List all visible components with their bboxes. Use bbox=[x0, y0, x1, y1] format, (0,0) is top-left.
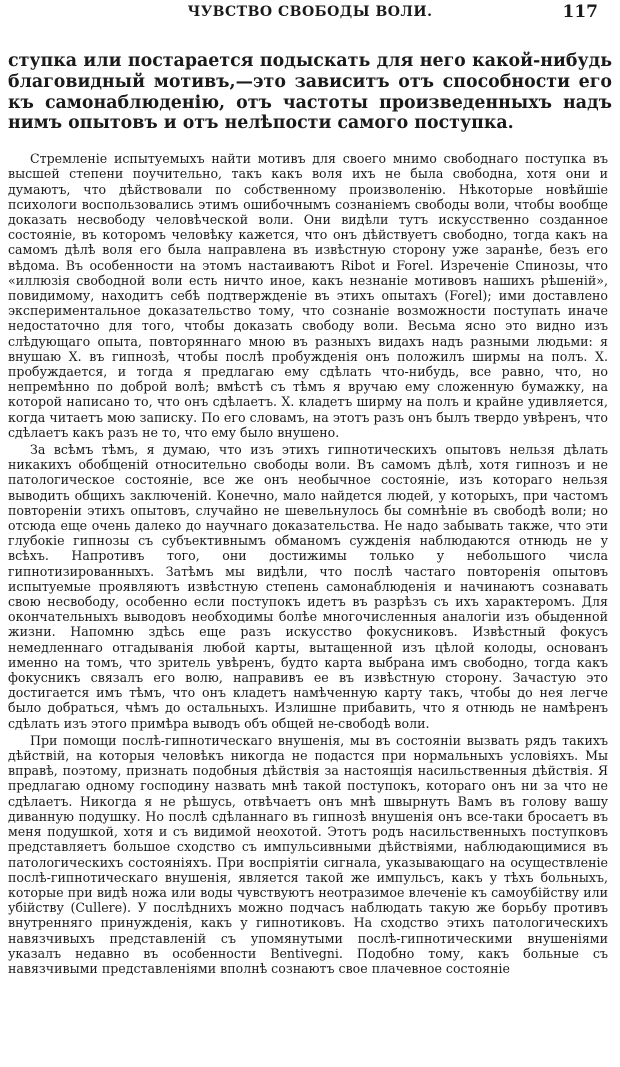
paragraph-2: За всѣмъ тѣмъ, я думаю, что изъ этихъ гипнотическихъ опытовъ нельзя дѣлать никакихъ обобщеній относительно свободы воли. Въ самомъ дѣлѣ, хотя гипнозъ и не патологическое состояніе, все же онъ необычное состояніе, изъ котораго нельзя выводить общихъ заключеній. Конечно, мало найдется людей, у которыхъ, при частомъ повтореніи этихъ опытовъ, случайно не шевельнулось бы сомнѣніе въ свободѣ воли; но отсюда еще очень далеко до научнаго доказательства. Не надо забывать также, что эти глубокіе гипнозы съ субъективнымъ обманомъ сужденія наблюдаются отнюдь не у всѣхъ. Напротивъ того, они достижимы только у небольшого числа гипнотизированныхъ. Затѣмъ мы видѣли, что послѣ частаго повторенія опытовъ испытуемые проявляютъ извѣстную степень самонаблюденія и начинаютъ сознавать свою несвободу, особенно если поступокъ идетъ въ разрѣзъ съ ихъ характеромъ. Для окончательныхъ выводовъ необходимы болѣе многочисленныя аналогіи изъ обыденной жизни. Напомню здѣсь еще разъ искусство фокусниковъ. Извѣстный фокусъ немедленнаго отгадыванія любой карты, вытащенной изъ цѣлой колоды, основанъ именно на томъ, что зритель увѣренъ, будто карта выбрана имъ свободно, тогда какъ фокусникъ связалъ его волю, направивъ ее въ извѣстную сторону. Зачастую это достигается имъ тѣмъ, что онъ кладетъ намѣченную карту такъ, чтобы до нея легче было добраться, чѣмъ до остальныхъ. Излишне прибавить, что я отнюдь не намѣренъ сдѣлать изъ этого примѣра выводъ объ общей не-свободѣ воли. bbox=[8, 442, 608, 731]
running-head bbox=[8, 0, 612, 34]
page-number: 117 bbox=[562, 2, 598, 22]
body-text bbox=[8, 151, 608, 976]
running-title: ЧУВСТВО СВОБОДЫ ВОЛИ. bbox=[187, 4, 433, 20]
continuation-text bbox=[8, 51, 612, 133]
paragraph-1: Стремленіе испытуемыхъ найти мотивъ для своего мнимо свободнаго поступка въ высшей степени поучительно, такъ какъ воля ихъ не была свободна, хотя они и думаютъ, что дѣйствовали по собственному произволенію. Нѣкоторые новѣйшіе психологи воспользовались этимъ ошибочнымъ сознаніемъ свободы воли, чтобы вообще доказать несвободу человѣческой воли. Они видѣли тутъ искусственно созданное состояніе, въ которомъ человѣку кажется, что онъ дѣйствуетъ свободно, тогда какъ на самомъ дѣлѣ воля его была направлена въ извѣстную сторону уже заранѣе, безъ его вѣдома. Въ особенности на этомъ настаиваютъ Ribot и Forel. Изреченіе Спинозы, что «иллюзія свободной воли есть ничто иное, какъ незнаніе мотивовъ нашихъ рѣшеній», повидимому, находитъ себѣ подтвержденіе въ этихъ опытахъ (Forel); ими доставлено экспериментальное доказательство тому, что сознаніе возможности поступать иначе недостаточно для того, чтобы доказать свободу воли. Весьма ясно это видно изъ слѣдующаго опыта, повторяннаго мною въ разныхъ видахъ надъ разными людьми: я внушаю Х. въ гипнозѣ, чтобы послѣ пробужденія онъ положилъ ширмы на полъ. Х. пробуждается, и тогда я предлагаю ему сдѣлать что-нибудь, все равно, что, но непремѣнно по доброй волѣ; вмѣстѣ съ тѣмъ я вручаю ему сложенную бумажку, на которой написано то, что онъ сдѣлаетъ. Х. кладетъ ширму на полъ и крайне удивляется, когда читаетъ мою записку. По его словамъ, на этотъ разъ онъ былъ твердо увѣренъ, что сдѣлаетъ какъ разъ не то, что ему было внушено. bbox=[8, 151, 608, 440]
continuation-paragraph: ступка или постарается подыскать для него какой-нибудь благовидный мотивъ,—это зависитъ отъ способности его къ самонаблюденію, отъ частоты произведенныхъ надъ нимъ опытовъ и отъ нелѣпости самого поступка. bbox=[8, 51, 612, 134]
paragraph-3: При помощи послѣ-гипнотическаго внушенія, мы въ состояніи вызвать рядъ такихъ дѣйствій, на которыя человѣкъ никогда не подастся при нормальныхъ условіяхъ. Мы вправѣ, поэтому, признать подобныя дѣйствія за настоящія насильственныя дѣйствія. Я предлагаю одному господину назвать мнѣ такой поступокъ, котораго онъ ни за что не сдѣлаетъ. Никогда я не рѣшусь, отвѣчаетъ онъ мнѣ швырнуть Вамъ въ голову вашу диванную подушку. Но послѣ сдѣланнаго въ гипнозѣ внушенія онъ все-таки бросаетъ въ меня подушкой, хотя и съ видимой неохотой. Этотъ родъ насильственныхъ поступковъ представляетъ большое сходство съ импульсивными дѣйствіями, наблюдающимися въ патологическихъ состояніяхъ. При воспріятіи сигнала, указывающаго на осуществленіе послѣ-гипнотическаго внушенія, является такой же импульсъ, какъ у тѣхъ больныхъ, которые при видѣ ножа или воды чувствуютъ неотразимое влеченіе къ самоубійству или убійству (Cullere). У послѣднихъ можно подчасъ наблюдать такую же борьбу противъ внутренняго принужденія, какъ у гипнотиковъ. На сходство этихъ патологическихъ навязчивыхъ представленій съ упомянутыми послѣ-гипнотическими внушеніями указалъ недавно въ особенности Bentivegni. Подобно тому, какъ больные съ навязчивыми представленіями вполнѣ сознаютъ свое плачевное состояніе bbox=[8, 732, 608, 976]
